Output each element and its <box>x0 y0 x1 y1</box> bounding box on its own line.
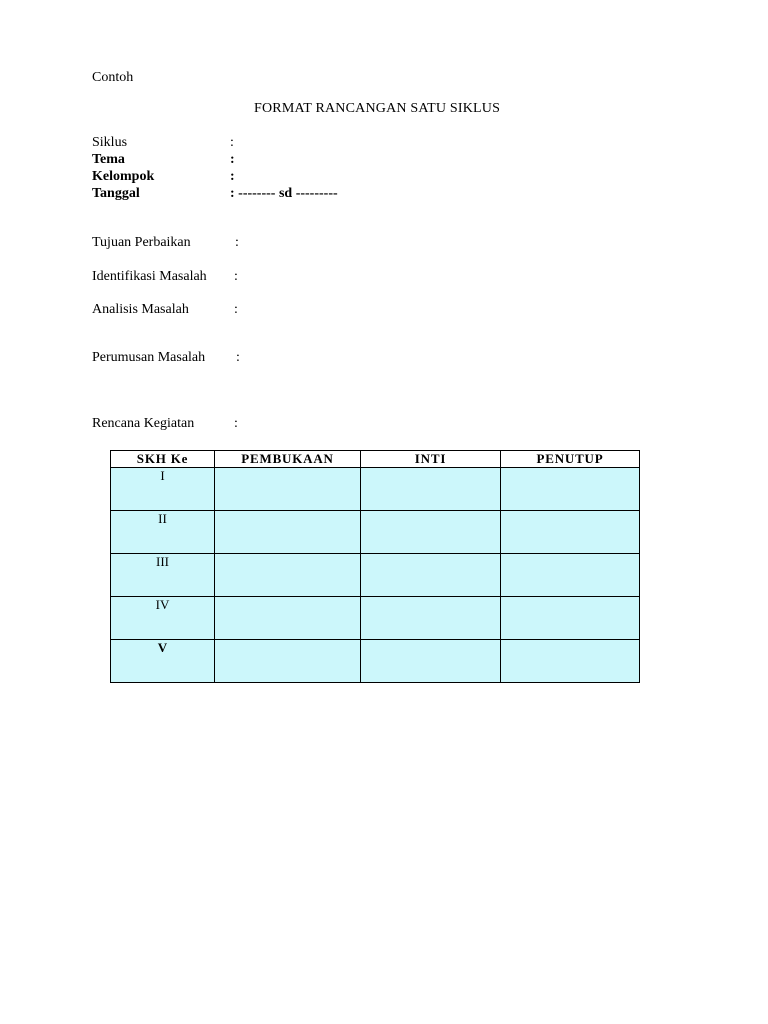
field-value-tanggal: : -------- sd --------- <box>230 186 338 201</box>
field-value-kelompok: : <box>230 169 235 184</box>
section-label-perumusan-masalah: Perumusan Masalah <box>92 350 206 365</box>
pembukaan-cell <box>215 640 361 683</box>
section-value-analisis-masalah: : <box>234 302 238 317</box>
skh-cell: IV <box>111 597 215 640</box>
header-pembukaan: PEMBUKAAN <box>215 451 361 468</box>
table-row <box>111 511 640 554</box>
section-value-rencana-kegiatan: : <box>234 416 238 431</box>
pembukaan-cell <box>215 511 361 554</box>
table-row <box>111 597 640 640</box>
field-label-tema: Tema <box>92 152 125 167</box>
field-value-tema: : <box>230 152 235 167</box>
inti-cell <box>361 511 501 554</box>
skh-cell: V <box>111 640 215 683</box>
section-label-tujuan-perbaikan: Tujuan Perbaikan <box>92 235 191 250</box>
skh-cell: I <box>111 468 215 511</box>
inti-cell <box>361 554 501 597</box>
penutup-cell <box>501 468 640 511</box>
penutup-cell <box>501 511 640 554</box>
section-value-perumusan-masalah: : <box>236 350 240 365</box>
section-label-identifikasi-masalah: Identifikasi Masalah <box>92 269 207 284</box>
inti-cell <box>361 597 501 640</box>
penutup-cell <box>501 554 640 597</box>
table-row <box>111 640 640 683</box>
header-inti: INTI <box>361 451 501 468</box>
field-value-siklus: : <box>230 135 234 150</box>
example-label: Contoh <box>92 70 134 85</box>
field-label-kelompok: Kelompok <box>92 169 155 184</box>
field-label-tanggal: Tanggal <box>92 186 140 201</box>
inti-cell <box>361 468 501 511</box>
table-header-row <box>111 451 640 468</box>
header-skh-ke: SKH Ke <box>111 451 215 468</box>
document-title: FORMAT RANCANGAN SATU SIKLUS <box>254 101 501 116</box>
penutup-cell <box>501 640 640 683</box>
header-penutup: PENUTUP <box>501 451 640 468</box>
activity-plan-table <box>110 450 640 683</box>
field-label-siklus: Siklus <box>92 135 128 150</box>
pembukaan-cell <box>215 554 361 597</box>
section-label-rencana-kegiatan: Rencana Kegiatan <box>92 416 195 431</box>
pembukaan-cell <box>215 597 361 640</box>
section-label-analisis-masalah: Analisis Masalah <box>92 302 189 317</box>
table-row <box>111 468 640 511</box>
pembukaan-cell <box>215 468 361 511</box>
skh-cell: III <box>111 554 215 597</box>
skh-cell: II <box>111 511 215 554</box>
section-value-tujuan-perbaikan: : <box>235 235 239 250</box>
penutup-cell <box>501 597 640 640</box>
inti-cell <box>361 640 501 683</box>
section-value-identifikasi-masalah: : <box>234 269 238 284</box>
table-row <box>111 554 640 597</box>
